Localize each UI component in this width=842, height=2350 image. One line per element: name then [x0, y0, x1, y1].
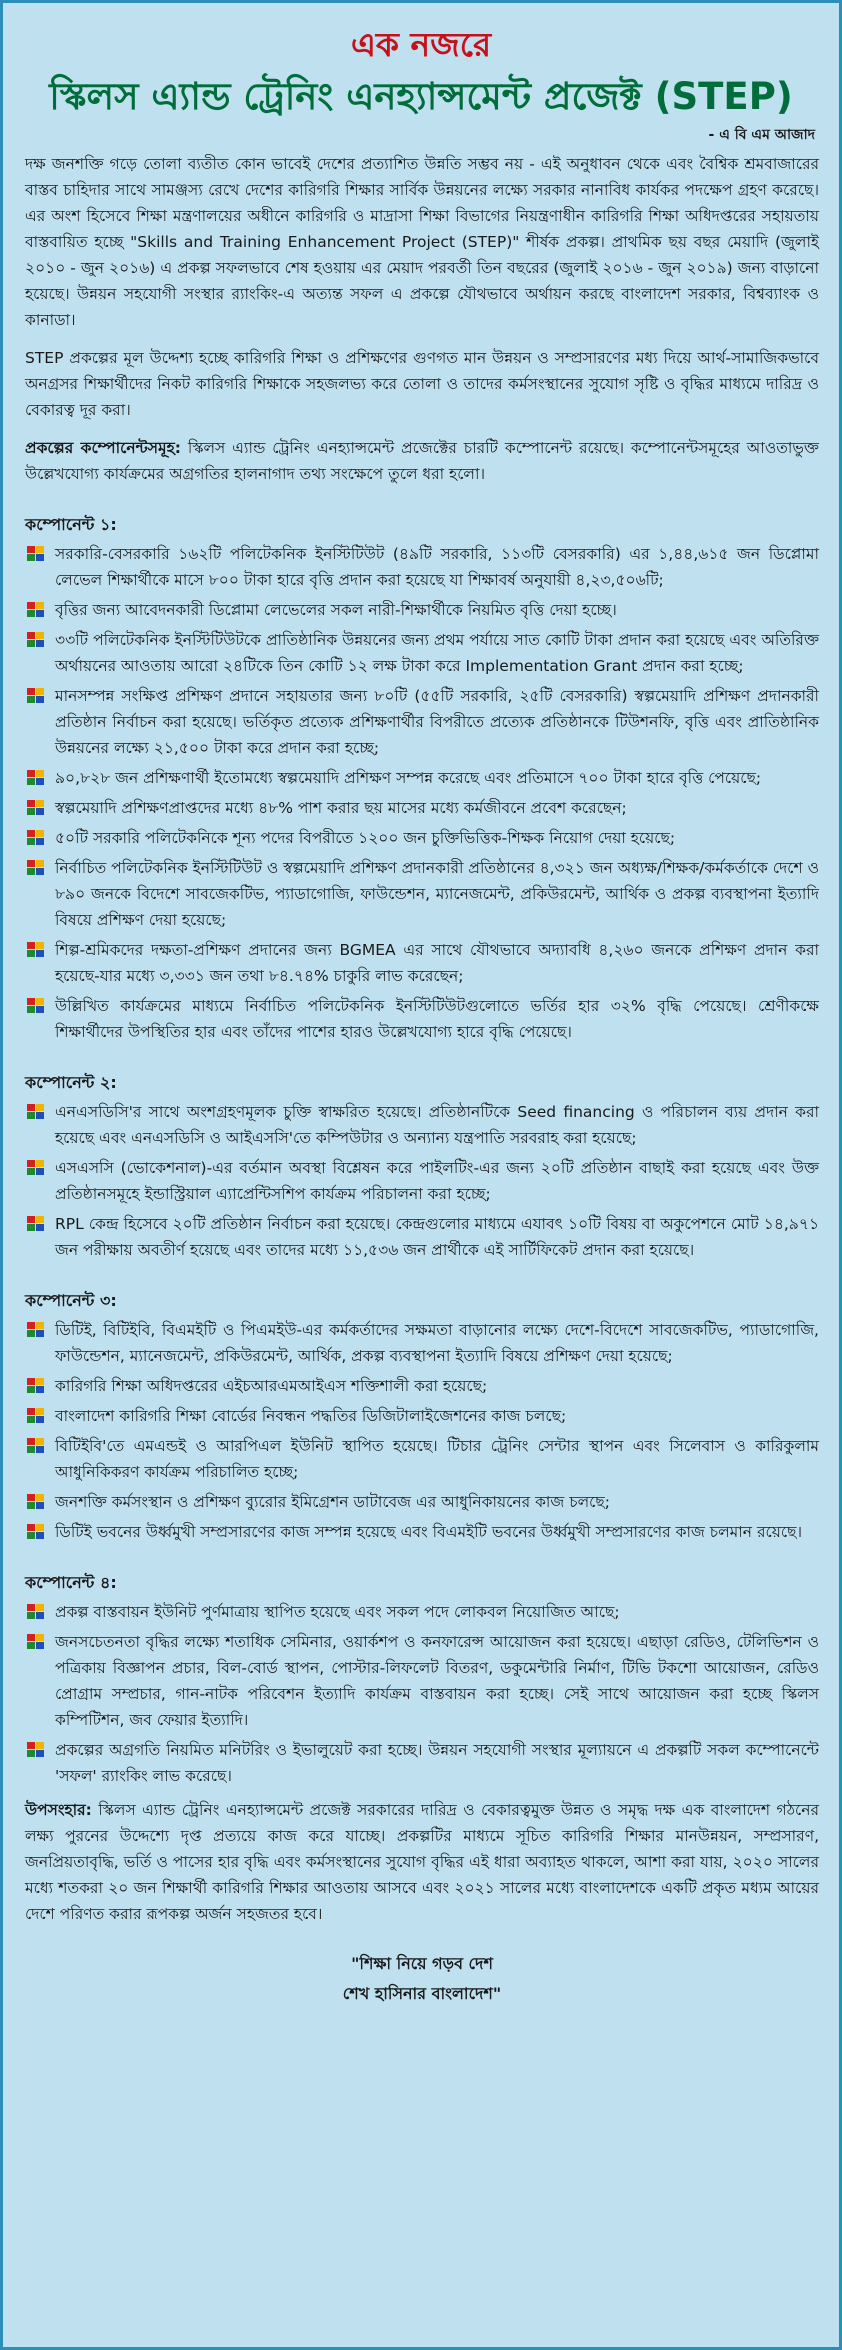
four-color-square-bullet-icon: [27, 1322, 45, 1338]
list-item-text: ৫০টি সরকারি পলিটেকনিকে শূন্য পদের বিপরীতে ১২০০ জন চুক্তিভিত্তিক-শিক্ষক নিয়োগ দেয়া হয়েছে;: [55, 829, 676, 847]
list-item-text: বিটিইবি'তে এমএন্ডই ও আরপিএল ইউনিট স্থাপিত হয়েছে। টিচার ট্রেনিং সেন্টার স্থাপন এবং সিলেবাস ও কারিকুলাম আধুনিকিকরণ কার্যক্রম পরিচালিত হচ্ছে;: [55, 1437, 819, 1481]
four-color-square-bullet-icon: [27, 1604, 45, 1620]
list-item-text: RPL কেন্দ্র হিসেবে ২০টি প্রতিষ্ঠান নির্বাচন করা হয়েছে। কেন্দ্রগুলোর মাধ্যমে এযাবৎ ১০টি বিষয় বা অকুপেশনে মোট ১৪,৯৭১ জন পরীক্ষায় অবতীর্ণ হয়েছে এবং তাদের মধ্যে ১১,৫৩৬ জন প্রার্থীকে এই সার্টিফিকেট প্রদান করা হয়েছে।: [55, 1215, 819, 1259]
four-color-square-bullet-icon: [27, 1524, 45, 1540]
slogan: [25, 1949, 819, 2009]
list-item: [25, 597, 819, 623]
list-item: [25, 1489, 819, 1515]
component-bullet-list: [25, 1599, 819, 1789]
conclusion-text: স্কিলস এ্যান্ড ট্রেনিং এনহ্যান্সমেন্ট প্রজেক্ট সরকারের দারিদ্র ও বেকারত্বমুক্ত উন্নত ও সমৃদ্ধ দক্ষ এক বাংলাদেশ গঠনের লক্ষ্য পুরনের উদ্দেশ্যে দৃপ্ত প্রত্যয়ে কাজ করে যাচ্ছে। প্রকল্পটির মাধ্যমে সূচিত কারিগরি শিক্ষার মানউন্নয়ন, সম্প্রসারণ, জনপ্রিয়তাবৃদ্ধি, ভর্তি ও পাসের হার বৃদ্ধি এবং কর্মসংস্থানের সুযোগ বৃদ্ধির এই ধারা অব্যাহত থাকলে, আশা করা যায়, ২০২০ সালের মধ্যে শতকরা ২০ জন শিক্ষার্থী কারিগরি শিক্ষার আওতায় আসবে এবং ২০২১ সালের মধ্যে বাংলাদেশকে একটি প্রকৃত মধ্যম আয়ের দেশে পরিণত করার রূপকল্প অর্জন সহজতর হবে।: [25, 1801, 819, 1923]
component-heading: কম্পোনেন্ট ২:: [25, 1073, 117, 1092]
list-item-text: প্রকল্পের অগ্রগতি নিয়মিত মনিটরিং ও ইভালুয়েট করা হচ্ছে। উন্নয়ন সহযোগী সংস্থার মূল্যায়নে এ প্রকল্পটি সকল কম্পোনেন্টে 'সফল' র‍্যাংকিং লাভ করেছে।: [55, 1741, 819, 1785]
list-item: [25, 1211, 819, 1263]
list-item-text: জনশক্তি কর্মসংস্থান ও প্রশিক্ষণ ব্যুরোর ইমিগ্রেশন ডাটাবেজ এর আধুনিকায়নের কাজ চলছে;: [55, 1493, 610, 1511]
four-color-square-bullet-icon: [27, 1104, 45, 1120]
list-item: [25, 1433, 819, 1485]
components-lead: প্রকল্পের কম্পোনেন্টসমূহ:: [25, 439, 181, 457]
conclusion-paragraph: [25, 1797, 819, 1927]
four-color-square-bullet-icon: [27, 602, 45, 618]
title-line-1: এক নজরে: [350, 25, 492, 64]
list-item: [25, 937, 819, 989]
four-color-square-bullet-icon: [27, 688, 45, 704]
four-color-square-bullet-icon: [27, 1742, 45, 1758]
component-heading: কম্পোনেন্ট ৪:: [25, 1573, 117, 1592]
list-item: [25, 1403, 819, 1429]
list-item-text: উল্লিখিত কার্যক্রমের মাধ্যমে নির্বাচিত পলিটেকনিক ইনস্টিটিউটগুলোতে ভর্তির হার ৩২% বৃদ্ধি পেয়েছে। শ্রেণীকক্ষে শিক্ষার্থীদের উপস্থিতির হার এবং তাঁদের পাশের হারও উল্লেখযোগ্য হারে বৃদ্ধি পেয়েছে।: [55, 997, 819, 1041]
components-intro-text: স্কিলস এ্যান্ড ট্রেনিং এনহ্যান্সমেন্ট প্রজেক্টের চারটি কম্পোনেন্ট রয়েছে। কম্পোনেন্টসমূহের আওতাভুক্ত উল্লেখযোগ্য কার্যক্রমের অগ্রগতির হালনাগাদ তথ্য সংক্ষেপে তুলে ধরা হলো।: [25, 439, 819, 483]
author: - এ বি এম আজাদ: [708, 127, 815, 143]
conclusion-lead: উপসংহার:: [25, 1801, 92, 1819]
component-bullet-list: [25, 1317, 819, 1545]
list-item: [25, 1317, 819, 1369]
list-item-text: ডিটিই, বিটিইবি, বিএমইটি ও পিএমইউ-এর কর্মকর্তাদের সক্ষমতা বাড়ানোর লক্ষ্যে দেশে-বিদেশে সাবজেকটিভ, প্যাডাগোজি, ফাউন্ডেশন, ম্যানেজমেন্ট, প্রকিউরমেন্ট, আর্থিক, প্রকল্প ব্যবস্থাপনা ইত্যাদি বিষয়ে প্রশিক্ষণ দেয়া হয়েছে;: [55, 1321, 819, 1365]
slogan-line-2: শেখ হাসিনার বাংলাদেশ": [342, 1984, 502, 2003]
list-item: [25, 1099, 819, 1151]
components-section: [25, 513, 819, 1789]
list-item-text: কারিগরি শিক্ষা অধিদপ্তরের এইচআরএমআইএস শক্তিশালী করা হয়েছে;: [55, 1377, 488, 1395]
four-color-square-bullet-icon: [27, 1634, 45, 1650]
component-bullet-list: [25, 1099, 819, 1263]
intro-paragraph-1: দক্ষ জনশক্তি গড়ে তোলা ব্যতীত কোন ভাবেই দেশের প্রত্যাশিত উন্নতি সম্ভব নয় - এই অনুধাবন থেকে এবং বৈশ্বিক শ্রমবাজারের বাস্তব চাহিদার সাথে সামঞ্জস্য রেখে দেশের কারিগরি শিক্ষার সার্বিক উন্নয়নের লক্ষ্যে সরকার নানাবিধ কার্যকর পদক্ষেপ গ্রহণ করেছে। এর অংশ হিসেবে শিক্ষা মন্ত্রণালয়ের অধীনে কারিগরি ও মাদ্রাসা শিক্ষা বিভাগের নিয়ন্ত্রণাধীন কারিগরি শিক্ষা অধিদপ্তরের সহায়তায় বাস্তবায়িত হচ্ছে "Skills and Training Enhancement Project (STEP)" শীর্ষক প্রকল্প। প্রাথমিক ছয় বছর মেয়াদি (জুলাই ২০১০ - জুন ২০১৬) এ প্রকল্প সফলভাবে শেষ হওয়ায় এর মেয়াদ পরবর্তী তিন বছরের (জুলাই ২০১৬ - জুন ২০১৯) জন্য বাড়ানো হয়েছে। উন্নয়ন সহযোগী সংস্থার র‍্যাংকিং-এ অত্যন্ত সফল এ প্রকল্পে যৌথভাবে অর্থায়ন করছে বাংলাদেশ সরকার, বিশ্বব্যাংক ও কানাডা।: [25, 155, 819, 329]
intro-paragraph-2: STEP প্রকল্পের মূল উদ্দেশ্য হচ্ছে কারিগরি শিক্ষা ও প্রশিক্ষণের গুণগত মান উন্নয়ন ও সম্প্রসারণের মধ্য দিয়ে আর্থ-সামাজিকভাবে অনগ্রসর শিক্ষার্থীদের নিকট কারিগরি শিক্ষাকে সহজলভ্য করে তোলা ও তাদের কর্মসংস্থানের সুযোগ সৃষ্টি ও বৃদ্ধির মাধ্যমে দারিদ্র ও বেকারত্ব দূর করা।: [25, 349, 819, 419]
list-item-text: সরকারি-বেসরকারি ১৬২টি পলিটেকনিক ইনস্টিটিউট (৪৯টি সরকারি, ১১৩টি বেসরকারি) এর ১,৪৪,৬১৫ জন ডিপ্লোমা লেভেল শিক্ষার্থীকে মাসে ৮০০ টাকা হারে বৃত্তি প্রদান করা হয়েছে যা শিক্ষাবর্ষ অনুযায়ী ৪,২৩,৫০৬টি;: [55, 545, 819, 589]
list-item-text: বাংলাদেশ কারিগরি শিক্ষা বোর্ডের নিবন্ধন পদ্ধতির ডিজিটালাইজেশনের কাজ চলছে;: [55, 1407, 567, 1425]
list-item-text: এনএসডিসি'র সাথে অংশগ্রহণমূলক চুক্তি স্বাক্ষরিত হয়েছে। প্রতিষ্ঠানটিকে Seed financing ও পরিচালন ব্যয় প্রদান করা হয়েছে এবং এনএসডিসি ও আইএসসি'তে কম্পিউটার ও অন্যান্য যন্ত্রপাতি সরবরাহ করা হয়েছে;: [55, 1103, 819, 1147]
list-item: [25, 1373, 819, 1399]
list-item: [25, 1599, 819, 1625]
four-color-square-bullet-icon: [27, 830, 45, 846]
list-item: [25, 825, 819, 851]
list-item: [25, 1155, 819, 1207]
four-color-square-bullet-icon: [27, 942, 45, 958]
four-color-square-bullet-icon: [27, 632, 45, 648]
list-item: [25, 993, 819, 1045]
list-item-text: স্বল্পমেয়াদি প্রশিক্ষণপ্রাপ্তদের মধ্যে ৪৮% পাশ করার ছয় মাসের মধ্যে কর্মজীবনে প্রবেশ করেছেন;: [55, 799, 627, 817]
four-color-square-bullet-icon: [27, 800, 45, 816]
component-bullet-list: [25, 541, 819, 1045]
list-item-text: ডিটিই ভবনের উর্ধ্বমুখী সম্প্রসারণের কাজ সম্পন্ন হয়েছে এবং বিএমইটি ভবনের উর্ধ্বমুখী সম্প্রসারণের কাজ চলমান রয়েছে।: [55, 1523, 803, 1541]
four-color-square-bullet-icon: [27, 1438, 45, 1454]
four-color-square-bullet-icon: [27, 998, 45, 1014]
four-color-square-bullet-icon: [27, 860, 45, 876]
four-color-square-bullet-icon: [27, 1494, 45, 1510]
component-heading: কম্পোনেন্ট ৩:: [25, 1291, 117, 1310]
list-item: [25, 795, 819, 821]
list-item: [25, 765, 819, 791]
four-color-square-bullet-icon: [27, 1408, 45, 1424]
article-body: [25, 151, 819, 2009]
list-item: [25, 541, 819, 593]
list-item-text: প্রকল্প বাস্তবায়ন ইউনিট পুর্ণমাত্রায় স্থাপিত হয়েছে এবং সকল পদে লোকবল নিয়োজিত আছে;: [55, 1603, 620, 1621]
list-item: [25, 683, 819, 761]
list-item: [25, 1519, 819, 1545]
list-item-text: ৯০,৮২৮ জন প্রশিক্ষণার্থী ইতোমধ্যে স্বল্পমেয়াদি প্রশিক্ষণ সম্পন্ন করেছে এবং প্রতিমাসে ৭০০ টাকা হারে বৃত্তি পেয়েছে;: [55, 769, 762, 787]
slogan-line-1: "শিক্ষা নিয়ে গড়ব দেশ: [351, 1954, 493, 1973]
list-item-text: মানসম্পন্ন সংক্ষিপ্ত প্রশিক্ষণ প্রদানে সহায়তার জন্য ৮০টি (৫৫টি সরকারি, ২৫টি বেসরকারি) স্বল্পমেয়াদি প্রশিক্ষণ প্রদানকারী প্রতিষ্ঠান নির্বাচন করা হয়েছে। ভর্তিকৃত প্রত্যেক প্রশিক্ষণার্থীর বিপরীতে প্রত্যেক প্রতিষ্ঠানকে টিউশনফি, বৃত্তি এবং প্রাতিষ্ঠানিক উন্নয়নের লক্ষ্যে ২১,৫০০ টাকা করে প্রদান করা হচ্ছে;: [55, 687, 819, 757]
list-item-text: ৩৩টি পলিটেকনিক ইনস্টিটিউটকে প্রাতিষ্ঠানিক উন্নয়নের জন্য প্রথম পর্যায়ে সাত কোটি টাকা প্রদান করা হয়েছে এবং অতিরিক্ত অর্থায়নের আওতায় আরো ২৪টিকে তিন কোটি ১২ লক্ষ টাকা করে Implementation Grant প্রদান করা হচ্ছে;: [55, 631, 819, 675]
list-item: [25, 855, 819, 933]
four-color-square-bullet-icon: [27, 546, 45, 562]
four-color-square-bullet-icon: [27, 1216, 45, 1232]
list-item-text: জনসচেতনতা বৃদ্ধির লক্ষ্যে শতাধিক সেমিনার, ওয়ার্কশপ ও কনফারেন্স আয়োজন করা হয়েছে। এছাড়া রেডিও, টেলিভিশন ও পত্রিকায় বিজ্ঞাপন প্রচার, বিল-বোর্ড স্থাপন, পোস্টার-লিফলেট বিতরণ, ডকুমেন্টারি নির্মাণ, টিভি টকশো আয়োজন, রেডিও প্রোগ্রাম সম্প্রচার, গান-নাটক পরিবেশন ইত্যাদি কার্যক্রম বাস্তবায়ন করা হচ্ছে। সেই সাথে আয়োজন করা হচ্ছে স্কিলস কম্পিটিশন, জব ফেয়ার ইত্যাদি।: [55, 1633, 819, 1729]
four-color-square-bullet-icon: [27, 1378, 45, 1394]
intro-paragraph-3: [25, 435, 819, 487]
list-item-text: বৃত্তির জন্য আবেদনকারী ডিপ্লোমা লেভেলের সকল নারী-শিক্ষার্থীকে নিয়মিত বৃত্তি দেয়া হচ্ছে।: [55, 601, 617, 619]
component-heading: কম্পোনেন্ট ১:: [25, 515, 117, 534]
list-item: [25, 627, 819, 679]
list-item-text: শিল্প-শ্রমিকদের দক্ষতা-প্রশিক্ষণ প্রদানের জন্য BGMEA এর সাথে যৌথভাবে অদ্যাবধি ৪,২৬০ জনকে প্রশিক্ষণ প্রদান করা হয়েছে-যার মধ্যে ৩,৩৩১ জন তথা ৮৪.৭৪% চাকুরি লাভ করেছেন;: [55, 941, 819, 985]
list-item-text: এসএসসি (ভোকেশনাল)-এর বর্তমান অবস্থা বিশ্লেষন করে পাইলটিং-এর জন্য ২০টি প্রতিষ্ঠান বাছাই করা হয়েছে এবং উক্ত প্রতিষ্ঠানসমূহে ইন্ডাস্ট্রিয়াল এ্যাপ্রেন্টিসশিপ কার্যক্রম পরিচালনা করা হচ্ছে;: [55, 1159, 819, 1203]
list-item: [25, 1737, 819, 1789]
four-color-square-bullet-icon: [27, 1160, 45, 1176]
list-item: [25, 1629, 819, 1733]
list-item-text: নির্বাচিত পলিটেকনিক ইনস্টিটিউট ও স্বল্পমেয়াদি প্রশিক্ষণ প্রদানকারী প্রতিষ্ঠানের ৪,৩২১ জন অধ্যক্ষ/শিক্ষক/কর্মকর্তাকে দেশে ও ৮৯০ জনকে বিদেশে সাবজেকটিভ, প্যাডাগোজি, ফাউন্ডেশন, ম্যানেজমেন্ট, প্রকিউরমেন্ট, আর্থিক ও প্রকল্প ব্যবস্থাপনা ইত্যাদি বিষয়ে প্রশিক্ষণ দেয়া হয়েছে;: [55, 859, 819, 929]
title-line-2: স্কিলস এ্যান্ড ট্রেনিং এনহ্যান্সমেন্ট প্রজেক্ট (STEP): [49, 75, 793, 118]
four-color-square-bullet-icon: [27, 770, 45, 786]
